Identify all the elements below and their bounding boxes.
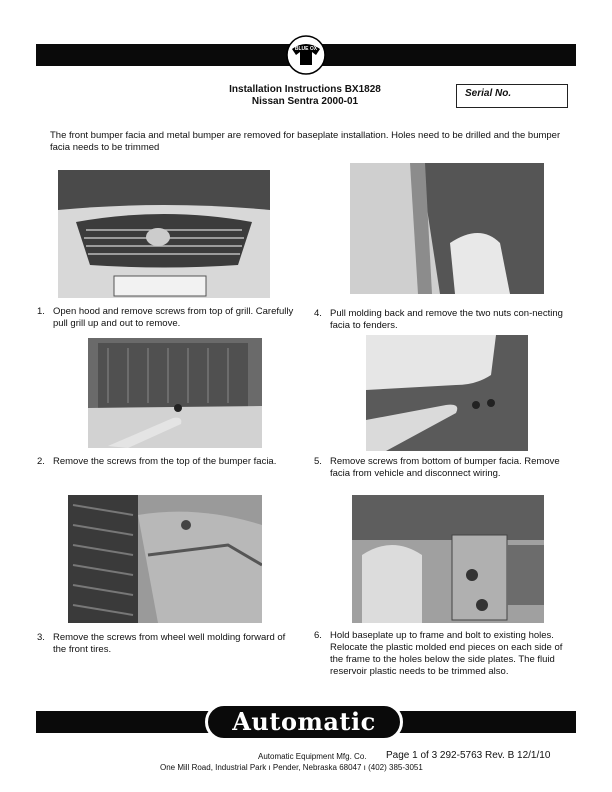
company-name: Automatic Equipment Mfg. Co. [258,752,367,761]
step-3-text: Remove the screws from wheel well molding forward of the front tires. [53,632,286,655]
page-title [150,84,460,108]
company-address: One Mill Road, Industrial Park ı Pender, Nebraska 68047 ı (402) 385-3051 [160,763,423,772]
step-2 [37,456,297,468]
photo-baseplate [352,495,544,623]
photo-facia-bottom [366,335,528,451]
step-1-text: Open hood and remove screws from top of grill. Carefully pull grill up and out to remove. [53,306,294,329]
brand-text: Automatic [232,707,376,736]
photo-bumper-screws [88,338,262,448]
step-3-number: 3. [37,632,45,643]
svg-text:BLUE OX: BLUE OX [294,46,318,52]
step-1-number: 1. [37,306,45,317]
step-5-number: 5. [314,456,322,467]
step-4-text: Pull molding back and remove the two nuts con-necting facia to fenders. [330,308,563,331]
serial-label: Serial No. [465,88,512,99]
step-4-number: 4. [314,308,322,319]
step-6-number: 6. [314,630,322,641]
title-line-1: Installation Instructions BX1828 [229,84,381,95]
title-line-2: Nissan Sentra 2000-01 [251,96,359,107]
blue-ox-logo [285,35,327,75]
automatic-logo [205,703,403,741]
photo-grill [58,170,270,298]
step-2-text: Remove the screws from the top of the bumper facia. [53,456,277,467]
step-4 [314,308,576,332]
photo-molding [350,163,544,294]
step-6-text: Hold baseplate up to frame and bolt to existing holes. Relocate the plastic molded end pieces on each side of the frame to the holes below the side plates. The fluid reservoir plastic needs to be trimmed also. [330,630,563,677]
page-info: Page 1 of 3 292-5763 Rev. B 12/1/10 [386,750,551,761]
serial-number-box [456,84,568,108]
step-3 [37,632,297,656]
step-6 [314,630,576,678]
step-2-number: 2. [37,456,45,467]
step-5-text: Remove screws from bottom of bumper facia. Remove facia from vehicle and disconnect wiring. [330,456,560,479]
intro-text: The front bumper facia and metal bumper are removed for baseplate installation. Holes need to be drilled and the bumper facia needs to be trimmed [50,130,561,153]
step-5 [314,456,576,480]
photo-wheel-well [68,495,262,623]
step-1 [37,306,297,330]
